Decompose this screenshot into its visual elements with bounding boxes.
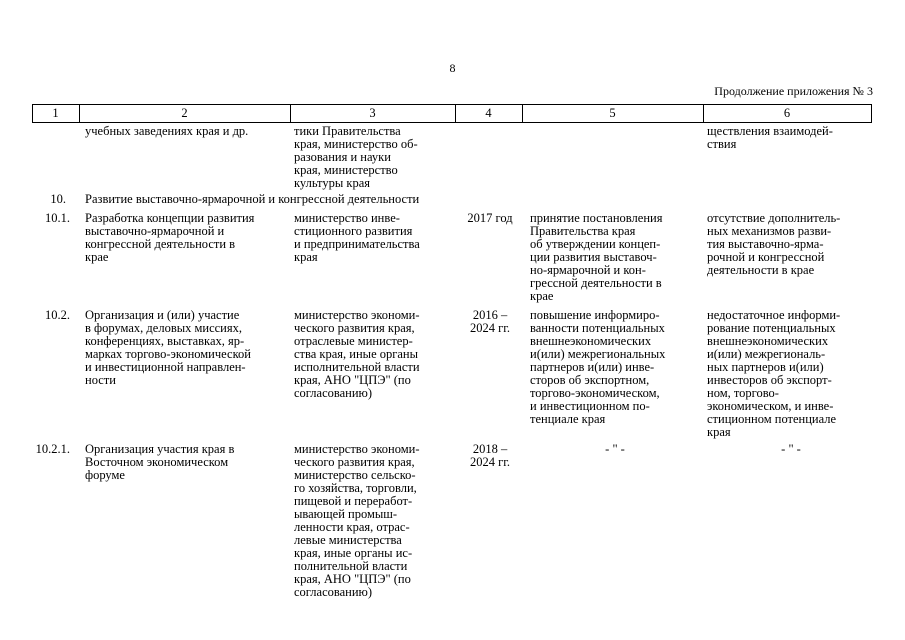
carryover-name: учебных заведениях края и др. xyxy=(85,124,249,138)
row-name: Организация и (или) участие в форумах, деловых миссиях, конференциях, выставках, яр- марках торгово-экономической и инвестиционной направлен- ности xyxy=(85,308,251,387)
header-col-2: 2 xyxy=(181,106,188,120)
row-number: 10.2.1. xyxy=(35,442,70,456)
row-name: Разработка концепции развития выставочно-ярмарочной и конгрессной деятельности в крае xyxy=(85,211,255,264)
row-executors: министерство инве- стиционного развития и предпринимательства края xyxy=(294,211,420,264)
section-title: Развитие выставочно-ярмарочной и конгрессной деятельности xyxy=(85,192,420,206)
header-col-3: 3 xyxy=(369,106,376,120)
carryover-executors: тики Правительства края, министерство об- разования и науки края, министерство культуры края xyxy=(294,124,418,190)
section-number: 10. xyxy=(50,192,66,206)
row-term: 2018 – 2024 гг. xyxy=(469,442,511,469)
row-number: 10.1. xyxy=(45,211,70,225)
row-result: принятие постановления Правительства края об утверждении концеп- ции развития выставоч- но-ярмарочной и кон- грессной деятельности в крае xyxy=(530,211,663,303)
header-col-4: 4 xyxy=(485,106,492,120)
row-number: 10.2. xyxy=(45,308,70,322)
header-col-5: 5 xyxy=(609,106,616,120)
page-number: 8 xyxy=(449,61,456,75)
continuation-label: Продолжение приложения № 3 xyxy=(714,84,873,98)
row-name: Организация участия края в Восточном экономическом форуме xyxy=(85,442,235,482)
row-executors: министерство экономи- ческого развития края, министерство сельско- го хозяйства, торговли, пищевой и переработ- ывающей промыш- ленности края, отрас- левые министерства края, иные органы ис- полнительной власти края, АНО "ЦПЭ" (по согласованию) xyxy=(294,442,420,599)
row-term: 2017 год xyxy=(467,211,513,225)
row-term: 2016 – 2024 гг. xyxy=(469,308,511,335)
header-col-1: 1 xyxy=(52,106,59,120)
row-result: - " - xyxy=(605,442,625,456)
row-executors: министерство экономи- ческого развития края, отраслевые министер- ства края, иные органы исполнительной власти края, АНО "ЦПЭ" (по согласованию) xyxy=(294,308,420,400)
carryover-risk: ществления взаимодей- ствия xyxy=(707,124,833,151)
row-risk: - " - xyxy=(781,442,801,456)
header-col-6: 6 xyxy=(783,106,791,120)
row-result: повышение информиро- ванности потенциальных внешнеэкономических и(или) межрегиональных партнеров и(или) инве- сторов об экспортном, торгово-экономическом, и инвестиционном по- тенциале края xyxy=(530,308,666,426)
row-risk: недостаточное информи- рование потенциальных внешнеэкономических и(или) межрегиональ- ных партнеров и(или) инвесторов об экспорт- ном, торгово- экономическом, и инве- стиционном потенциале края xyxy=(707,308,841,439)
row-risk: отсутствие дополнитель- ных механизмов разви- тия выставочно-ярма- рочной и конгрессной деятельности в крае xyxy=(707,211,841,277)
